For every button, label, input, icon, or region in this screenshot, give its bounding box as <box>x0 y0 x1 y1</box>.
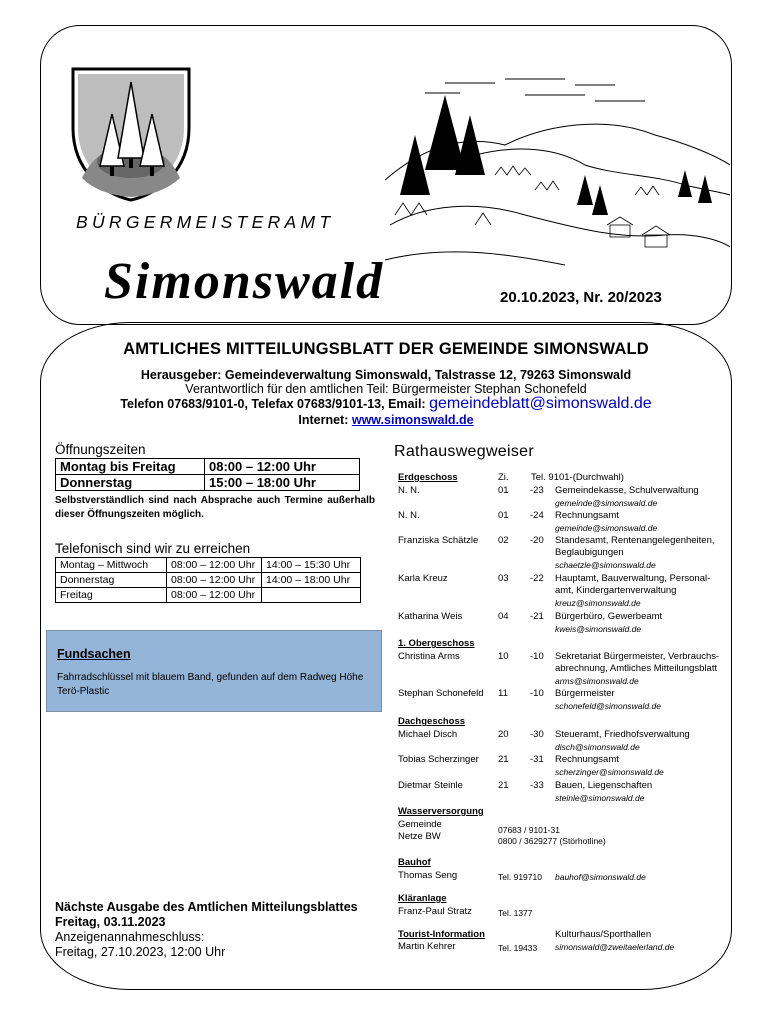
phone-extension: -22 <box>530 573 544 584</box>
treatment-plant-tel: Tel. 1377 <box>498 908 533 918</box>
email-link[interactable]: gemeindeblatt@simonswald.de <box>429 395 652 412</box>
staff-name: N. N. <box>398 510 420 521</box>
staff-responsibility: Beglaubigungen <box>555 547 624 558</box>
water-name-2: Netze BW <box>398 831 441 842</box>
table-row <box>56 475 360 491</box>
staff-email[interactable]: steinle@simonswald.de <box>555 793 645 803</box>
publisher-line: Herausgeber: Gemeindeverwaltung Simonswald, Talstrasse 12, 79263 Simonswald <box>140 368 632 382</box>
next-issue-date: Freitag, 03.11.2023 <box>55 915 166 929</box>
staff-responsibility: Steueramt, Friedhofsverwaltung <box>555 729 690 740</box>
bauhof-name: Thomas Seng <box>398 870 458 881</box>
staff-email[interactable]: disch@simonswald.de <box>555 742 640 752</box>
phone-extension: -31 <box>530 754 544 765</box>
table-row <box>56 573 361 588</box>
coat-of-arms-icon <box>70 66 192 202</box>
internet-line: Internet: www.simonswald.de <box>298 413 474 427</box>
lost-and-found-box <box>46 630 382 712</box>
staff-responsibility: abrechnung, Amtliches Mitteilungsblatt <box>555 663 718 674</box>
staff-name: Katharina Weis <box>398 611 463 622</box>
water-name-1: Gemeinde <box>398 819 442 830</box>
staff-responsibility: Hauptamt, Bauverwaltung, Personal- <box>555 573 711 584</box>
lost-and-found-text: Fahrradschlüssel mit blauem Band, gefunden auf dem Radweg Höhe Terö-Plastic <box>57 672 364 697</box>
phone-extension: -33 <box>530 780 544 791</box>
lost-and-found-title: Fundsachen <box>57 647 131 661</box>
table-cell: Montag bis Freitag <box>56 459 205 475</box>
town-name: Simonswald <box>104 253 385 310</box>
table-cell <box>262 588 361 603</box>
table-cell: Donnerstag <box>56 573 167 588</box>
staff-email[interactable]: gemeinde@simonswald.de <box>555 523 658 533</box>
tourist-info-tel: Tel. 19433 <box>498 943 538 953</box>
room-number: 03 <box>498 573 509 584</box>
staff-responsibility: amt, Kindergartenverwaltung <box>555 585 677 596</box>
next-issue-heading: Nächste Ausgabe des Amtlichen Mitteilungsblattes <box>55 900 358 914</box>
treatment-plant-heading: Kläranlage <box>398 893 447 904</box>
table-cell: 08:00 – 12:00 Uhr <box>167 573 262 588</box>
staff-name: Karla Kreuz <box>398 573 448 584</box>
water-tel-2: 0800 / 3629277 (Störhotline) <box>498 836 606 846</box>
staff-name: N. N. <box>398 485 420 496</box>
page-title: AMTLICHES MITTEILUNGSBLATT DER GEMEINDE SIMONSWALD <box>123 340 649 358</box>
phone-hours-title: Telefonisch sind wir zu erreichen <box>55 541 251 556</box>
staff-responsibility: Standesamt, Rentenangelegenheiten, <box>555 535 715 546</box>
staff-email[interactable]: kreuz@simonswald.de <box>555 598 641 608</box>
mayor-office-label: BÜRGERMEISTERAMT <box>76 212 335 232</box>
staff-responsibility: Bürgerbüro, Gewerbeamt <box>555 611 663 622</box>
room-number: 21 <box>498 780 509 791</box>
opening-hours-table <box>55 458 360 491</box>
opening-hours-title: Öffnungszeiten <box>55 442 146 457</box>
room-number: 21 <box>498 754 509 765</box>
staff-name: Dietmar Steinle <box>398 780 463 791</box>
table-cell: Freitag <box>56 588 167 603</box>
floor-heading: 1. Obergeschoss <box>398 638 475 649</box>
floor-heading: Dachgeschoss <box>398 716 466 727</box>
table-row <box>56 459 360 475</box>
table-cell: 14:00 – 15:30 Uhr <box>262 558 361 573</box>
website-link[interactable]: www.simonswald.de <box>351 413 474 427</box>
staff-responsibility: Gemeindekasse, Schulverwaltung <box>555 485 699 496</box>
staff-name: Franziska Schätzle <box>398 535 479 546</box>
phone-extension: -23 <box>530 485 544 496</box>
room-number: 11 <box>498 688 508 699</box>
water-heading: Wasserversorgung <box>398 806 484 817</box>
table-cell: 15:00 – 18:00 Uhr <box>205 475 360 491</box>
staff-responsibility: Rechnungsamt <box>555 754 619 765</box>
table-cell: Donnerstag <box>56 475 205 491</box>
table-cell: 08:00 – 12:00 Uhr <box>167 558 262 573</box>
bauhof-tel: Tel. 919710 <box>498 872 542 882</box>
tourist-info-name: Martin Kehrer <box>398 941 456 952</box>
staff-responsibility: Rechnungsamt <box>555 510 619 521</box>
staff-email[interactable]: schaetzle@simonswald.de <box>555 560 656 570</box>
room-column-header: Zi. <box>498 472 509 483</box>
landscape-illustration <box>385 75 730 270</box>
staff-name: Tobias Scherzinger <box>398 754 479 765</box>
ad-deadline-date: Freitag, 27.10.2023, 12:00 Uhr <box>55 945 226 959</box>
staff-email[interactable]: kweis@simonswald.de <box>555 624 642 634</box>
treatment-plant-name: Franz-Paul Stratz <box>398 906 472 917</box>
table-cell: 08:00 – 12:00 Uhr <box>167 588 262 603</box>
room-number: 01 <box>498 485 509 496</box>
staff-responsibility: Sekretariat Bürgermeister, Verbrauchs- <box>555 651 720 662</box>
staff-email[interactable]: schonefeld@simonswald.de <box>555 701 661 711</box>
appointment-note: Selbstverständlich sind nach Absprache auch Termine außerhalb dieser Öffnungszeiten möglich. <box>55 495 375 520</box>
phone-hours-table <box>55 557 361 603</box>
staff-name: Michael Disch <box>398 729 458 740</box>
next-issue <box>55 900 377 960</box>
ad-deadline-label: Anzeigenannahmeschluss: <box>55 930 205 944</box>
table-cell: Montag – Mittwoch <box>56 558 167 573</box>
table-cell: 08:00 – 12:00 Uhr <box>205 459 360 475</box>
room-number: 10 <box>498 651 509 662</box>
table-row <box>56 588 361 603</box>
town-hall-directory-title: Rathauswegweiser <box>394 443 534 460</box>
table-row <box>56 558 361 573</box>
room-number: 01 <box>498 510 509 521</box>
tourist-info-heading: Tourist-Information <box>398 929 485 940</box>
bauhof-heading: Bauhof <box>398 857 431 868</box>
phone-extension: -10 <box>530 688 544 699</box>
phone-extension: -10 <box>530 651 544 662</box>
contact-line: Telefon 07683/9101-0, Telefax 07683/9101-13, Email: gemeindeblatt@simonswald.de <box>120 395 652 412</box>
tourist-info-email[interactable]: simonswald@zweitaelerland.de <box>555 942 675 952</box>
staff-name: Christina Arms <box>398 651 460 662</box>
staff-email[interactable]: arms@simonswald.de <box>555 676 639 686</box>
responsible-line: Verantwortlich für den amtlichen Teil: Bürgermeister Stephan Schonefeld <box>185 382 587 396</box>
issue-date: 20.10.2023, Nr. 20/2023 <box>500 289 662 306</box>
room-number: 04 <box>498 611 509 622</box>
extension-column-header: Tel. 9101-(Durchwahl) <box>531 472 624 483</box>
water-tel-1: 07683 / 9101-31 <box>498 825 560 835</box>
staff-responsibility: Bürgermeister <box>555 688 615 699</box>
phone-extension: -30 <box>530 729 544 740</box>
phone-extension: -24 <box>530 510 544 521</box>
staff-responsibility: Bauen, Liegenschaften <box>555 780 653 791</box>
tourist-info-desc: Kulturhaus/Sporthallen <box>555 929 652 940</box>
table-cell: 14:00 – 18:00 Uhr <box>262 573 361 588</box>
staff-email[interactable]: gemeinde@simonswald.de <box>555 498 658 508</box>
bauhof-email[interactable]: bauhof@simonswald.de <box>555 872 646 882</box>
room-number: 02 <box>498 535 509 546</box>
staff-name: Stephan Schonefeld <box>398 688 484 699</box>
staff-email[interactable]: scherzinger@simonswald.de <box>555 767 664 777</box>
phone-extension: -21 <box>530 611 544 622</box>
phone-extension: -20 <box>530 535 544 546</box>
floor-heading: Erdgeschoss <box>398 472 458 483</box>
room-number: 20 <box>498 729 509 740</box>
